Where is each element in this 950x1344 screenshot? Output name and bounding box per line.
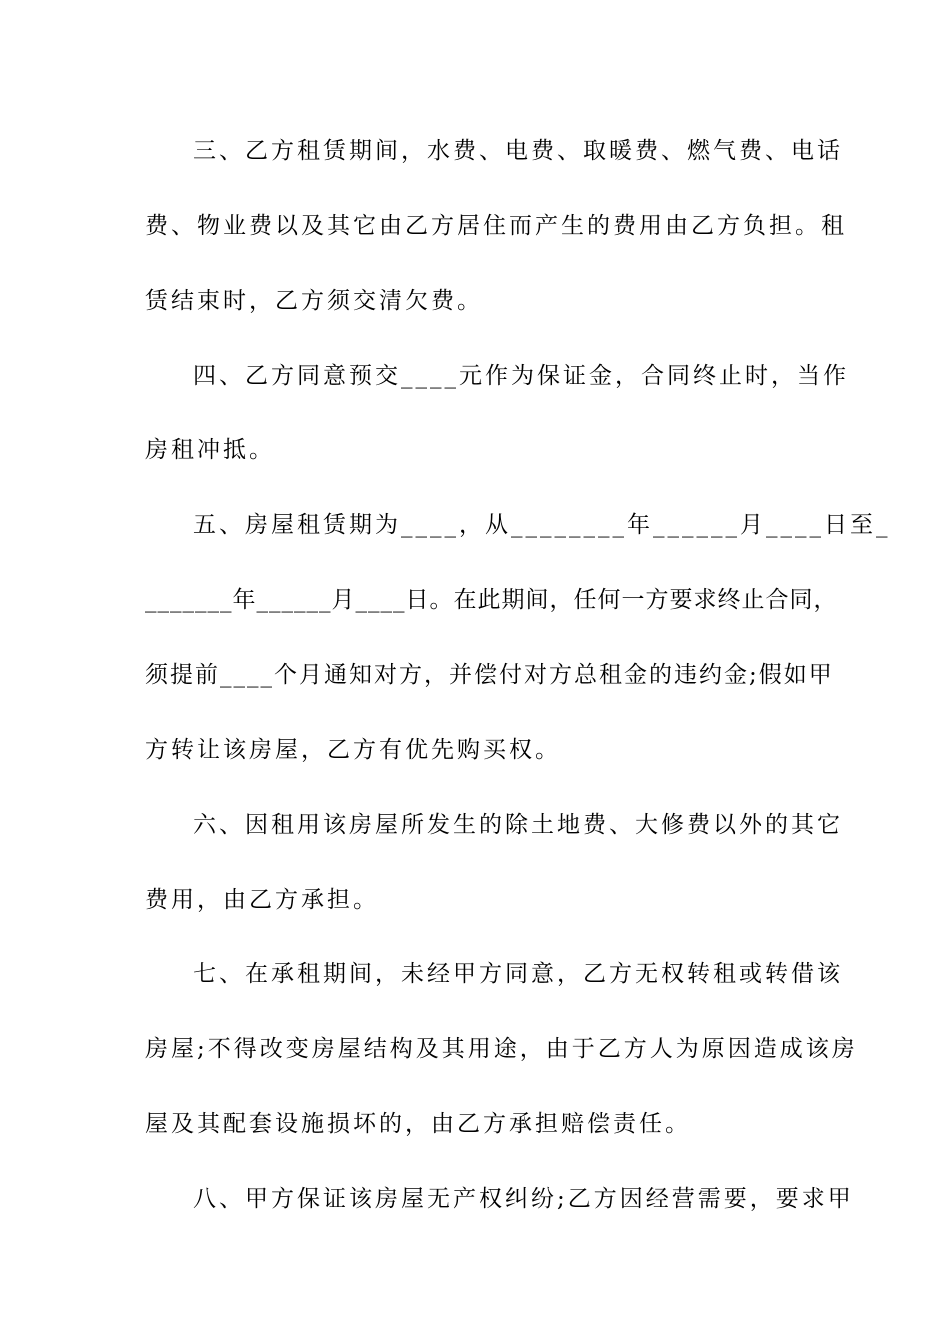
clause-3-line-1: 三、乙方租赁期间，水费、电费、取暖费、燃气费、电话: [193, 138, 843, 164]
clause-4-line-1: 四、乙方同意预交____元作为保证金，合同终止时，当作: [193, 363, 849, 389]
clause-6-line-2: 费用，由乙方承担。: [145, 887, 379, 913]
clause-7-line-3: 屋及其配套设施损坏的，由乙方承担赔偿责任。: [145, 1111, 691, 1137]
clause-4-line-2: 房租冲抵。: [145, 437, 275, 463]
clause-3-line-2: 费、物业费以及其它由乙方居住而产生的费用由乙方负担。租: [145, 213, 847, 239]
clause-3-line-3: 赁结束时，乙方须交清欠费。: [145, 288, 483, 314]
clause-5-line-3: 须提前____个月通知对方，并偿付对方总租金的违约金;假如甲: [145, 662, 834, 688]
clause-8-line-1: 八、甲方保证该房屋无产权纠纷;乙方因经营需要，要求甲: [193, 1186, 854, 1212]
clause-7-line-1: 七、在承租期间，未经甲方同意，乙方无权转租或转借该: [193, 961, 843, 987]
clause-5-line-2: _______年______月____日。在此期间，任何一方要求终止合同，: [145, 587, 838, 613]
clause-6-line-1: 六、因租用该房屋所发生的除土地费、大修费以外的其它: [193, 812, 843, 838]
clause-7-line-2: 房屋;不得改变房屋结构及其用途，由于乙方人为原因造成该房: [145, 1036, 858, 1062]
clause-5-line-4: 方转让该房屋，乙方有优先购买权。: [145, 737, 561, 763]
clause-5-line-1: 五、房屋租赁期为____，从________年______月____日至_: [193, 512, 891, 538]
